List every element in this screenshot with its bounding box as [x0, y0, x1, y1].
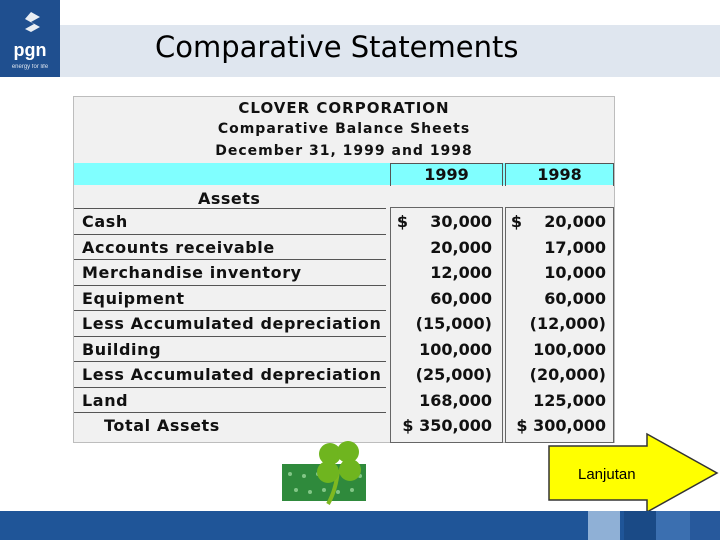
value-1999: $ 30,000 — [396, 212, 492, 231]
four-leaf-clover-icon — [312, 440, 368, 506]
logo-tagline: energy for life — [11, 64, 49, 70]
pgn-logo — [0, 0, 60, 77]
value-1998: $ 20,000 — [510, 212, 606, 231]
value-1999: 60,000 — [430, 288, 492, 308]
footer-block-mid — [656, 511, 690, 540]
row-label: Less Accumulated depreciation — [82, 365, 382, 384]
row-label: Land — [82, 390, 129, 410]
company-name: CLOVER CORPORATION — [238, 99, 450, 117]
value-1999: 12,000 — [430, 263, 492, 282]
value-1999: 100,000 — [419, 339, 492, 359]
value-1998: 125,000 — [533, 390, 606, 410]
value-1998: 60,000 — [544, 288, 606, 308]
row-label: Merchandise inventory — [82, 263, 302, 282]
value-1999: 168,000 — [419, 390, 492, 410]
value-1999: 20,000 — [430, 237, 492, 257]
footer-block-end — [690, 511, 720, 540]
row-divider — [74, 387, 386, 388]
row-label: Building — [82, 339, 162, 359]
footer-block-light — [588, 511, 620, 540]
value-1999: (15,000) — [415, 314, 492, 333]
value-1998: 17,000 — [544, 237, 606, 257]
row-label: Less Accumulated depreciation — [82, 314, 382, 333]
next-arrow-label[interactable]: Lanjutan — [578, 466, 636, 483]
year-1999-header: 1999 — [390, 163, 503, 186]
row-label: Cash — [82, 212, 128, 231]
value-1998: 100,000 — [533, 339, 606, 359]
statement-date: December 31, 1999 and 1998 — [215, 143, 473, 159]
slide-title: Comparative Statements — [155, 30, 519, 64]
value-1998: (12,000) — [529, 314, 606, 333]
value-1998: (20,000) — [529, 365, 606, 384]
assets-section-label: Assets — [198, 189, 261, 208]
value-1999: $ 350,000 — [402, 416, 492, 435]
row-divider — [74, 234, 386, 235]
row-label: Accounts receivable — [82, 237, 275, 257]
logo-wordmark: pgn — [13, 40, 47, 60]
row-divider — [74, 310, 386, 311]
pgn-flame-icon — [22, 12, 40, 34]
row-divider — [74, 259, 386, 260]
row-label: Equipment — [82, 288, 185, 308]
row-divider — [74, 361, 386, 362]
value-1999: (25,000) — [415, 365, 492, 384]
row-divider — [74, 208, 386, 209]
statement-subtitle: Comparative Balance Sheets — [217, 121, 471, 137]
value-1998: 10,000 — [544, 263, 606, 282]
value-1998: $ 300,000 — [516, 416, 606, 435]
footer-block-dark — [624, 511, 656, 540]
balance-sheet-image — [73, 96, 615, 443]
year-1998-header: 1998 — [505, 163, 614, 186]
row-label: Total Assets — [104, 416, 220, 435]
row-divider — [74, 336, 386, 337]
row-divider — [74, 285, 386, 286]
row-divider — [74, 412, 386, 413]
